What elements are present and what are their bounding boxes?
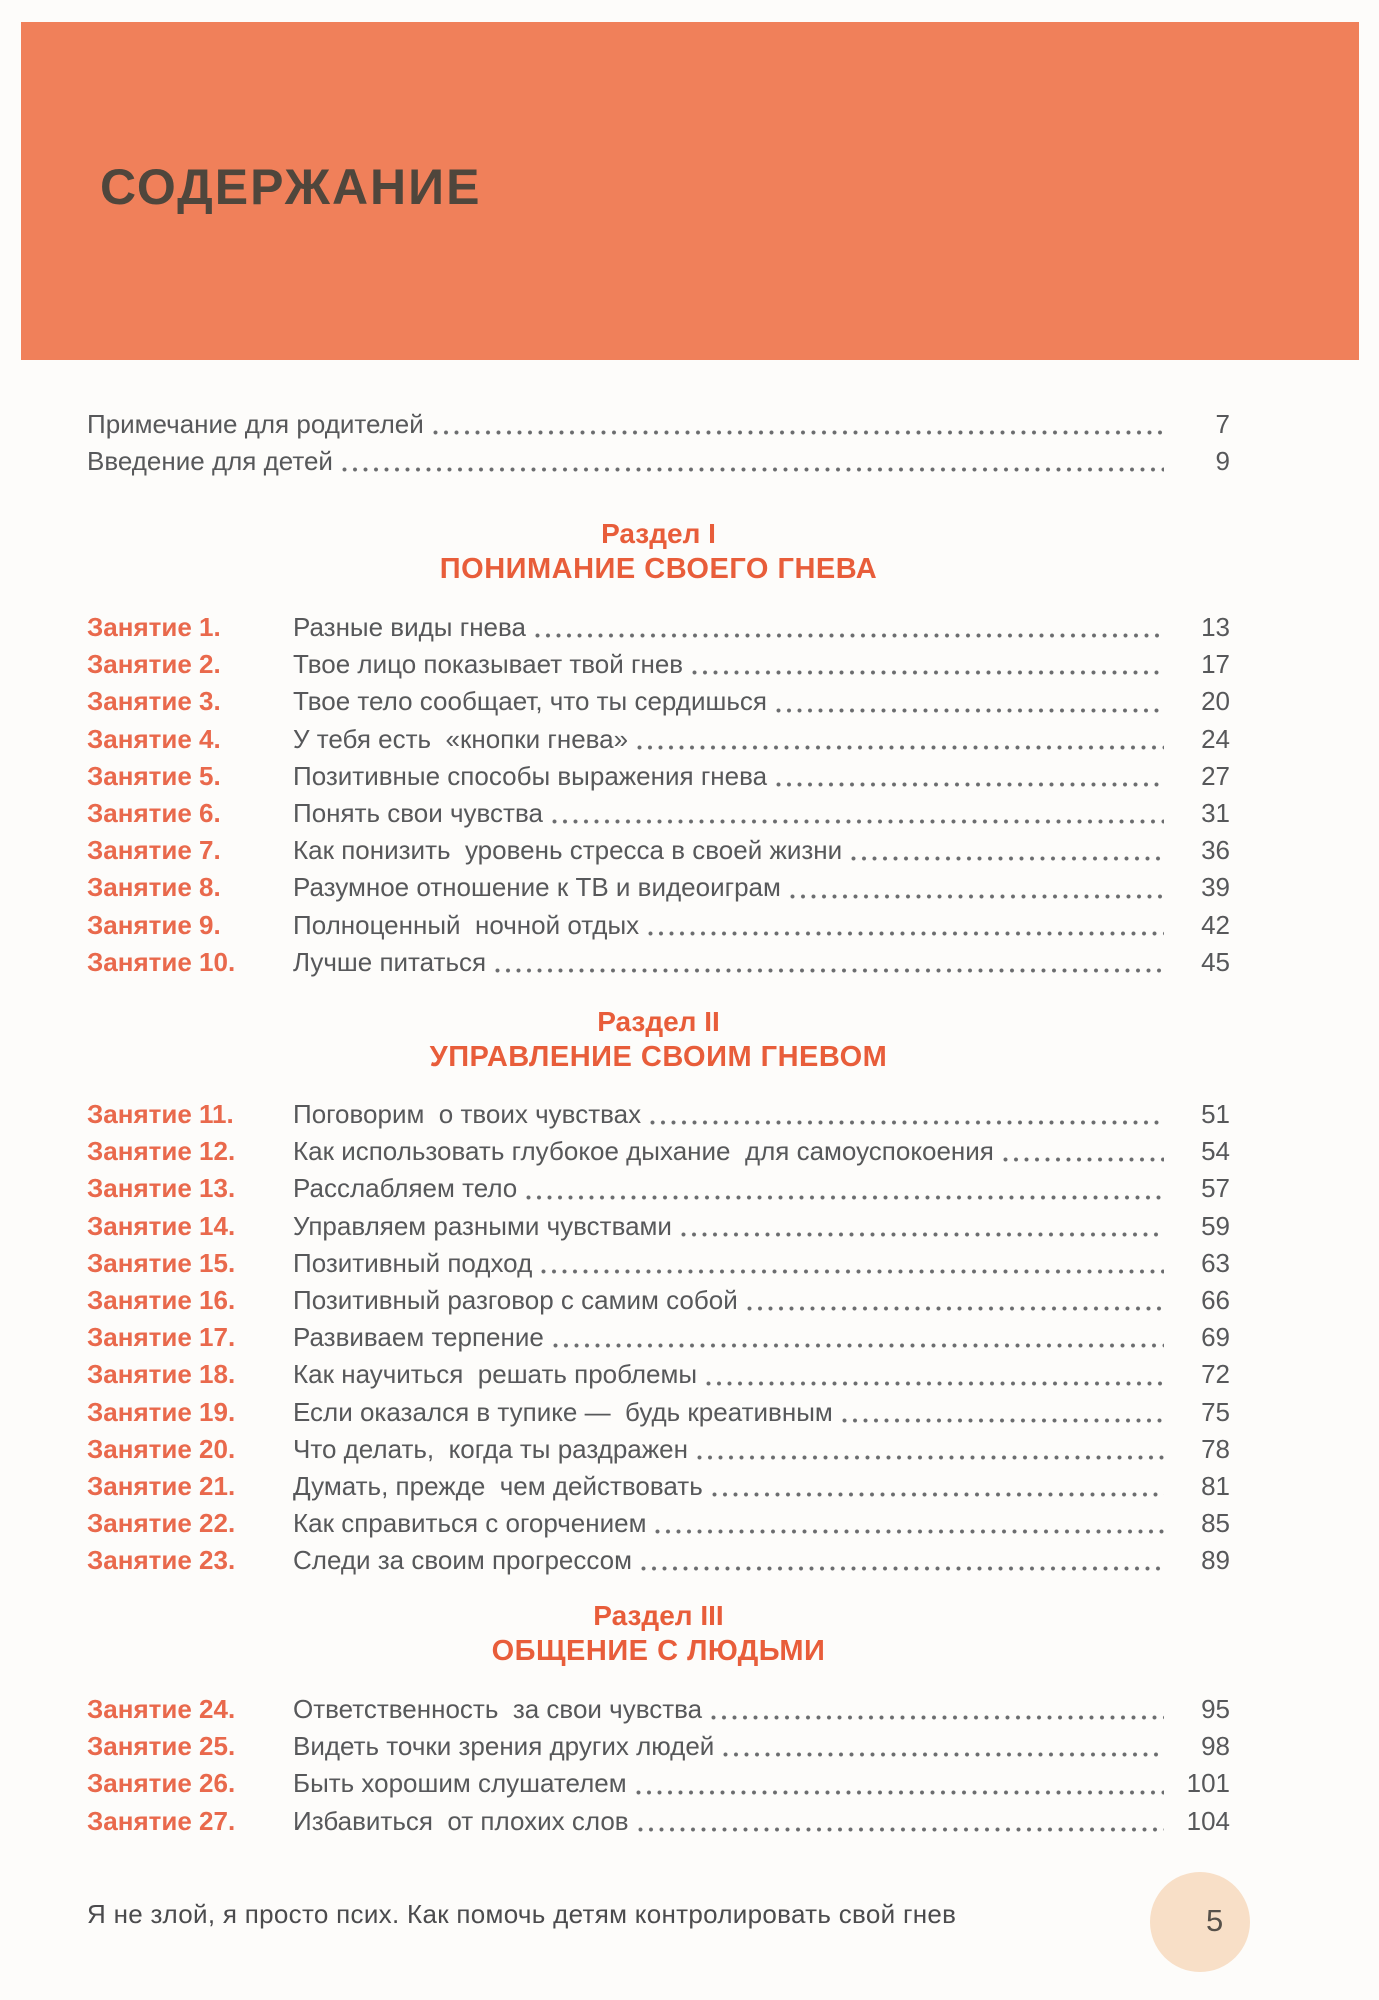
toc-entry-label: Занятие 26.	[87, 1768, 236, 1799]
toc-entry	[87, 721, 1230, 758]
toc-entry-label: Занятие 6.	[87, 797, 221, 828]
toc-entry	[87, 1394, 1230, 1431]
toc-entry-label: Занятие 10.	[87, 946, 236, 977]
toc-entry	[87, 406, 1230, 443]
dot-leader	[1003, 1157, 1164, 1162]
dot-leader	[637, 745, 1164, 750]
front-matter-list	[87, 406, 1230, 480]
dot-leader	[650, 1120, 1164, 1125]
dot-leader	[342, 467, 1164, 472]
section-label: Раздел II	[597, 1006, 720, 1037]
dot-leader	[790, 894, 1164, 899]
toc-entry-label: Занятие 13.	[87, 1173, 236, 1204]
toc-entry-label: Занятие 20.	[87, 1433, 236, 1464]
toc-entry-title: Позитивные способы выражения гнева	[293, 760, 768, 791]
toc-entry-page: 104	[1186, 1805, 1230, 1836]
dot-leader	[681, 1232, 1164, 1237]
toc-entry-page: 63	[1201, 1247, 1230, 1278]
page-title: СОДЕРЖАНИЕ	[100, 159, 482, 215]
toc-entry-title: Как справиться с огорчением	[293, 1508, 647, 1539]
toc-entry-label: Занятие 8.	[87, 872, 221, 903]
toc-entry-label: Занятие 17.	[87, 1322, 236, 1353]
toc-entry-page: 36	[1201, 835, 1230, 866]
toc-entry-page: 39	[1201, 872, 1230, 903]
section-header	[87, 1005, 1230, 1075]
toc-entry	[87, 1803, 1230, 1840]
toc-entry	[87, 1133, 1230, 1170]
page-number-badge	[1150, 1872, 1250, 1972]
toc-entry-page: 54	[1201, 1136, 1230, 1167]
toc-entry-title: Разумное отношение к ТВ и видеоиграм	[293, 872, 781, 903]
dot-leader	[692, 670, 1164, 675]
section-title: ОБЩЕНИЕ С ЛЮДЬМИ	[491, 1635, 826, 1667]
toc-entry	[87, 795, 1230, 832]
toc-entry-page: 89	[1201, 1545, 1230, 1576]
toc-entry-label: Занятие 16.	[87, 1284, 236, 1315]
toc-entry	[87, 944, 1230, 981]
toc-entry-page: 42	[1201, 909, 1230, 940]
toc-entry-label: Занятие 14.	[87, 1210, 236, 1241]
section-entries	[87, 609, 1230, 981]
toc-entry	[87, 443, 1230, 480]
toc-entry-page: 78	[1201, 1433, 1230, 1464]
toc-entry	[87, 907, 1230, 944]
toc-entry-page: 95	[1201, 1694, 1230, 1724]
toc-entry	[87, 1431, 1230, 1468]
toc-entry-page: 24	[1201, 723, 1230, 754]
toc-entry-page: 27	[1201, 760, 1230, 791]
dot-leader	[552, 819, 1164, 824]
toc-entry-label: Занятие 1.	[87, 612, 221, 642]
toc-entry-label: Занятие 5.	[87, 760, 221, 791]
dot-leader	[553, 1343, 1164, 1348]
dot-leader	[641, 1566, 1164, 1571]
dot-leader	[526, 1195, 1164, 1200]
dot-leader	[712, 1492, 1164, 1497]
dot-leader	[747, 1306, 1164, 1311]
toc-entry	[87, 1282, 1230, 1319]
dot-leader	[648, 931, 1164, 936]
toc-entry-title: Как использовать глубокое дыхание для самоуспокоения	[293, 1136, 994, 1167]
dot-leader	[433, 430, 1164, 435]
toc-entry-title: Быть хорошим слушателем	[293, 1768, 627, 1799]
toc-entry	[87, 1245, 1230, 1282]
toc-entry-label: Занятие 12.	[87, 1136, 236, 1167]
toc-entry-label: Занятие 23.	[87, 1545, 236, 1576]
toc-entry-label: Занятие 9.	[87, 909, 221, 940]
toc-entry-title: Видеть точки зрения других людей	[293, 1731, 715, 1762]
toc-entry-label: Занятие 15.	[87, 1247, 236, 1278]
toc-entry-page: 17	[1201, 649, 1230, 680]
toc-entry-title: Полноценный ночной отдых	[293, 909, 640, 940]
toc-entry-page: 69	[1201, 1322, 1230, 1353]
toc-entry	[87, 1096, 1230, 1133]
toc-entry	[87, 1319, 1230, 1356]
toc-entry-page: 20	[1201, 686, 1230, 717]
toc-entry	[87, 683, 1230, 720]
toc-entry-page: 98	[1201, 1731, 1230, 1762]
toc-entry-page: 75	[1201, 1396, 1230, 1427]
section-label: Раздел I	[601, 518, 716, 549]
toc-entry-page: 81	[1201, 1470, 1230, 1501]
toc-entry-page: 31	[1201, 797, 1230, 828]
section-title: УПРАВЛЕНИЕ СВОИМ ГНЕВОМ	[429, 1041, 888, 1073]
toc-entry	[87, 758, 1230, 795]
dot-leader	[711, 1715, 1164, 1720]
toc-entry-label: Занятие 27.	[87, 1805, 236, 1836]
toc-entry	[87, 869, 1230, 906]
toc-entry-label: Занятие 24.	[87, 1694, 236, 1724]
book-title-footer: Я не злой, я просто псих. Как помочь детям контролировать свой гнев	[87, 1899, 957, 1929]
toc-entry-page: 57	[1201, 1173, 1230, 1204]
toc-entry-title: Управляем разными чувствами	[293, 1210, 672, 1241]
toc-entry-label: Занятие 25.	[87, 1731, 236, 1762]
toc-entry-page: 101	[1186, 1768, 1230, 1799]
toc-entry-label: Занятие 2.	[87, 649, 221, 680]
toc-entry	[87, 1170, 1230, 1207]
toc-entry	[87, 609, 1230, 646]
toc-entry-page: 85	[1201, 1508, 1230, 1539]
toc-entry	[87, 1356, 1230, 1393]
toc-entry-page: 72	[1201, 1359, 1230, 1390]
toc-entry-title: Разные виды гнева	[293, 612, 526, 642]
toc-entry-page: 9	[1215, 446, 1230, 477]
dot-leader	[706, 1381, 1164, 1386]
toc-entry-title: Думать, прежде чем действовать	[293, 1470, 703, 1501]
dot-leader	[541, 1269, 1164, 1274]
section-entries	[87, 1096, 1230, 1579]
dot-leader	[776, 782, 1164, 787]
section-entries	[87, 1691, 1230, 1840]
toc-entry-page: 13	[1201, 612, 1230, 642]
toc-entry	[87, 1505, 1230, 1542]
toc-entry-label: Занятие 18.	[87, 1359, 236, 1390]
section-header	[87, 517, 1230, 587]
toc-entry-title: Лучше питаться	[293, 946, 487, 977]
toc-entry-label: Занятие 19.	[87, 1396, 236, 1427]
toc-entry-title: Твое тело сообщает, что ты сердишься	[293, 686, 767, 717]
toc-entry-page: 59	[1201, 1210, 1230, 1241]
toc-entry	[87, 1765, 1230, 1802]
dot-leader	[776, 708, 1164, 713]
toc-entry-label: Занятие 22.	[87, 1508, 236, 1539]
toc-entry	[87, 1468, 1230, 1505]
dot-leader	[655, 1529, 1164, 1534]
toc-entry-label: Занятие 7.	[87, 835, 221, 866]
toc-entry-page: 7	[1215, 409, 1230, 439]
dot-leader	[697, 1455, 1164, 1460]
toc-entry-label: Занятие 21.	[87, 1470, 236, 1501]
toc-entry-page: 51	[1201, 1099, 1230, 1129]
toc-entry-title: Следи за своим прогрессом	[293, 1545, 632, 1576]
section-title: ПОНИМАНИЕ СВОЕГО ГНЕВА	[439, 553, 878, 585]
toc-entry-title: Если оказался в тупике — будь креативным	[293, 1396, 833, 1427]
toc-entry-page: 66	[1201, 1284, 1230, 1315]
page-number: 5	[1206, 1903, 1224, 1938]
section-header	[87, 1599, 1230, 1669]
toc-entry-title: Что делать, когда ты раздражен	[293, 1433, 688, 1464]
toc-entry-title: Примечание для родителей	[87, 409, 424, 439]
toc-entry-label: Занятие 4.	[87, 723, 221, 754]
dot-leader	[495, 968, 1164, 973]
toc-entry-title: Позитивный подход	[293, 1247, 533, 1278]
toc-entry-title: Развиваем терпение	[293, 1322, 544, 1353]
section-label: Раздел III	[593, 1600, 724, 1631]
toc-entry	[87, 1691, 1230, 1728]
toc-entry	[87, 1208, 1230, 1245]
dot-leader	[723, 1752, 1164, 1757]
toc-entry-title: У тебя есть «кнопки гнева»	[293, 723, 629, 754]
toc-entry	[87, 1728, 1230, 1765]
toc-entry-title: Ответственность за свои чувства	[293, 1694, 703, 1724]
toc-entry-label: Занятие 3.	[87, 686, 221, 717]
table-of-contents	[87, 0, 1230, 2000]
toc-entry-title: Введение для детей	[87, 446, 333, 477]
dot-leader	[851, 856, 1164, 861]
toc-entry	[87, 1542, 1230, 1579]
toc-entry-title: Избавиться от плохих слов	[293, 1805, 629, 1836]
toc-entry-label: Занятие 11.	[87, 1099, 234, 1129]
toc-entry-title: Расслабляем тело	[293, 1173, 518, 1204]
dot-leader	[842, 1418, 1164, 1423]
toc-entry-title: Понять свои чувства	[293, 797, 543, 828]
toc-entry-title: Как понизить уровень стресса в своей жизни	[293, 835, 843, 866]
toc-entry-title: Как научиться решать проблемы	[293, 1359, 698, 1390]
toc-entry-title: Позитивный разговор с самим собой	[293, 1284, 738, 1315]
dot-leader	[638, 1827, 1164, 1832]
toc-entry	[87, 646, 1230, 683]
toc-entry-title: Поговорим о твоих чувствах	[293, 1099, 642, 1129]
toc-entry-page: 45	[1201, 946, 1230, 977]
toc-entry	[87, 832, 1230, 869]
toc-entry-title: Твое лицо показывает твой гнев	[293, 649, 684, 680]
dot-leader	[636, 1790, 1164, 1795]
dot-leader	[535, 633, 1164, 638]
